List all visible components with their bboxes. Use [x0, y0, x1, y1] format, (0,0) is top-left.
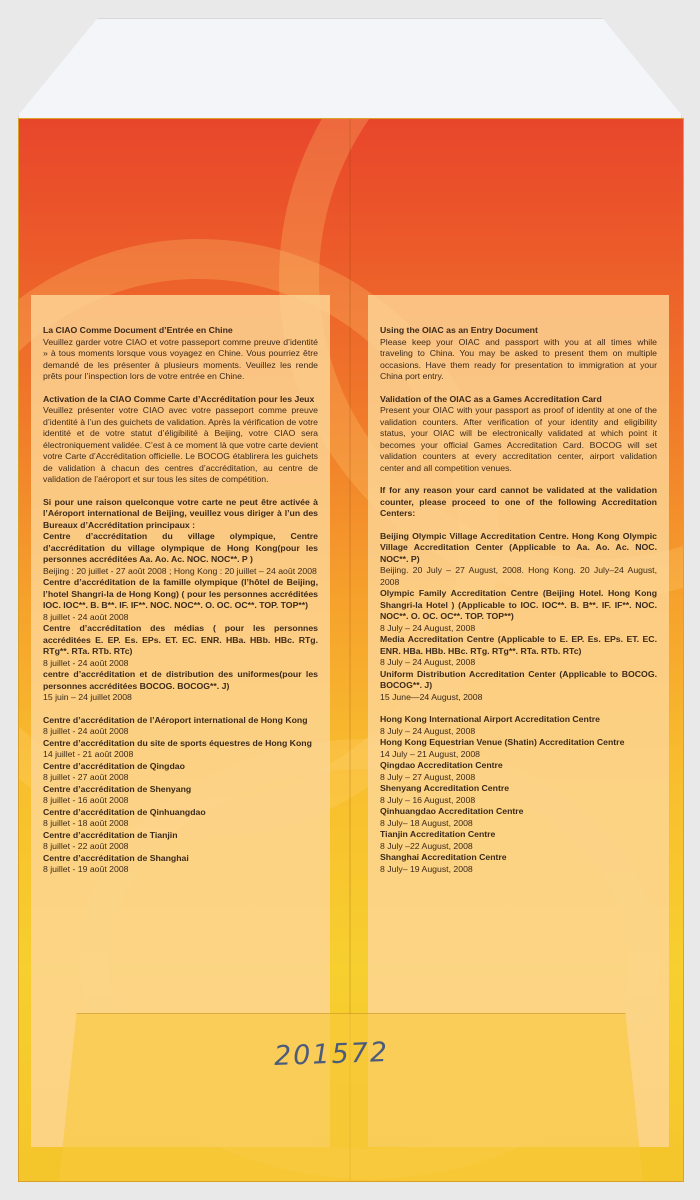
- handwritten-number: 201572: [273, 1037, 390, 1072]
- center-name: Centre d’accréditation de Tianjin: [43, 829, 178, 840]
- center-name: Beijing Olympic Village Accreditation Centre. Hong Kong Olympic Village Accreditation Center (Applicable to Aa. Ao. Ac. NOC. NOC**. P): [380, 530, 657, 564]
- validation-text: Present your OIAC with your passport as proof of identity at one of the validation counters. After verification of your identity and eligibility status, your OIAC will be electronically validated at which point it becomes your official Games Accreditation Card. BOCOG will set validation counters at every accreditation center, airport validation center and all competition venues.: [380, 405, 657, 473]
- center-dates: 8 July– 18 August, 2008: [380, 817, 473, 828]
- center-name: Uniform Distribution Accreditation Center (Applicable to BOCOG. BOCOG**. J): [380, 668, 657, 690]
- center-name: Tianjin Accreditation Centre: [380, 829, 496, 839]
- entry-document-text: Please keep your OIAC and passport with you at all times while traveling to China. You may be asked to present them on multiple occasions. Have them ready for presentation to immigration at your China port entry.: [380, 336, 657, 381]
- center-dates: 8 juillet - 18 août 2008: [43, 818, 129, 828]
- envelope-back: [18, 118, 684, 1182]
- center-name: Centre d’accréditation de Shenyang: [43, 783, 192, 794]
- center-dates: 8 July – 16 August, 2008: [380, 794, 476, 805]
- center-dates: 14 July – 21 August, 2008: [380, 748, 480, 759]
- center-name: Shenyang Accreditation Centre: [380, 783, 510, 793]
- center-name: Centre d’accréditation du site de sports équestres de Hong Kong: [43, 737, 312, 748]
- center-dates: 8 juillet - 19 août 2008: [43, 864, 129, 874]
- center-name: centre d’accréditation et de distribution des uniformes(pour les personnes accréditées BOCOG. BOCOG**. J): [43, 669, 318, 691]
- center-name: Qinhuangdao Accreditation Centre: [380, 806, 524, 816]
- center-dates: 8 juillet - 22 août 2008: [43, 841, 129, 851]
- center-dates: Beijing : 20 juillet - 27 août 2008 ; Hong Kong : 20 juillet – 24 août 2008: [43, 565, 317, 576]
- activation-text: Veuillez présenter votre CIAO avec votre passeport comme preuve d’identité à l’un des guichets de validation. Après la vérification de votre identité et de votre statut d’éligibilité à Beijing, votre CIAO sera électroniquement validée. C’est à ce moment là que votre carte devient votre Carte d’Accréditation officielle. Le BOCOG établirera les guichets de validation à chacun des centres d’accréditation, au centre de validation de l’aéroport et sur tous les sites de compétition.: [43, 405, 318, 484]
- center-name: Centre d’accréditation de Qingdao: [43, 760, 185, 771]
- center-name: Hong Kong Equestrian Venue (Shatin) Accreditation Centre: [380, 737, 625, 747]
- center-dates: 8 juillet - 24 août 2008: [43, 726, 129, 736]
- center-name: Centre d’accréditation du village olympique, Centre d’accréditation du village olympique de Hong Kong(pour les personnes accréditées Aa. Ao. Ac. NOC. NOC**. P ): [43, 531, 318, 564]
- centers-intro: Si pour une raison quelconque votre carte ne peut être activée à l’Aéroport international de Beijing, veuillez vous diriger à l’un des Bureaux d’Accréditation principaux :: [43, 496, 318, 530]
- center-name: Hong Kong International Airport Accreditation Centre: [380, 714, 600, 724]
- center-dates: 8 July – 27 August, 2008: [380, 771, 476, 782]
- center-name: Centre d’accréditation des médias ( pour les personnes accréditées E. EP. Es. EPs. ET. EC. ENR. HBa. HBb. HBc. RTg. RTg**. RTa. RTb. RTc): [43, 623, 318, 656]
- center-dates: 8 juillet - 24 août 2008: [43, 657, 129, 668]
- center-dates: 8 juillet - 16 août 2008: [43, 795, 129, 805]
- center-name: Centre d’accréditation de la famille olympique (l’hôtel de Beijing, l’hotel Shangri-la de Hong Kong) ( pour les personnes accréditées IOC. IOC**. B. B**. IF. IF**. NOC. NOC**. O. OC. OC**. TOP. TOP**): [43, 577, 318, 610]
- center-dates: 8 July – 24 August, 2008: [380, 657, 476, 667]
- center-dates: 8 juillet - 27 août 2008: [43, 772, 129, 782]
- entry-document-heading: Using the OIAC as an Entry Document: [380, 325, 538, 335]
- center-dates: 15 June—24 August, 2008: [380, 691, 483, 702]
- center-dates: Beijing. 20 July – 27 August, 2008. Hong Kong. 20 July–24 August, 2008: [380, 565, 657, 587]
- activation-heading: Activation de la CIAO Comme Carte d’Accréditation pour les Jeux: [43, 393, 315, 404]
- center-dates: 8 July –22 August, 2008: [380, 840, 473, 851]
- center-name: Media Accreditation Centre (Applicable to E. EP. Es. EPs. ET. EC. ENR. HBa. HBb. HBc. RTg. RTg**. RTa. RTb. RTc): [380, 634, 657, 656]
- center-dates: 14 juillet - 21 août 2008: [43, 749, 134, 759]
- center-name: Centre d’accréditation de l’Aéroport international de Hong Kong: [43, 714, 308, 725]
- center-name: Centre d’accréditation de Qinhuangdao: [43, 806, 206, 817]
- center-name: Shanghai Accreditation Centre: [380, 852, 507, 862]
- center-name: Centre d’accréditation de Shanghai: [43, 852, 189, 863]
- center-name: Olympic Family Accreditation Centre (Beijing Hotel. Hong Kong Shangri-la Hotel ) (Applicable to IOC. IOC**. B. B**. IF. IF**. NOC. NOC**. O. OC. OC**. TOP. TOP**): [380, 588, 657, 621]
- validation-heading: Validation of the OIAC as a Games Accreditation Card: [380, 393, 602, 404]
- entry-document-heading: La CIAO Comme Document d’Entrée en Chine: [43, 325, 233, 335]
- centers-intro: If for any reason your card cannot be validated at the validation counter, please proceed to one of the following Accreditation Centers:: [380, 485, 657, 518]
- center-dates: 8 July – 24 August, 2008: [380, 725, 476, 736]
- center-dates: 15 juin – 24 juillet 2008: [43, 692, 132, 702]
- entry-document-text: Veuillez garder votre CIAO et votre passeport comme preuve d’identité » à tous moments lorsque vous voyagez en Chine. Vous pourriez être demandé de les présenter à plusieurs moments. Veuillez les rende prêts pour l’inspection lors de votre entrée en Chine.: [43, 336, 318, 381]
- center-dates: 8 July– 19 August, 2008: [380, 863, 473, 874]
- center-dates: 8 juillet - 24 août 2008: [43, 611, 129, 622]
- center-dates: 8 July – 24 August, 2008: [380, 622, 476, 633]
- center-name: Qingdao Accreditation Centre: [380, 760, 503, 770]
